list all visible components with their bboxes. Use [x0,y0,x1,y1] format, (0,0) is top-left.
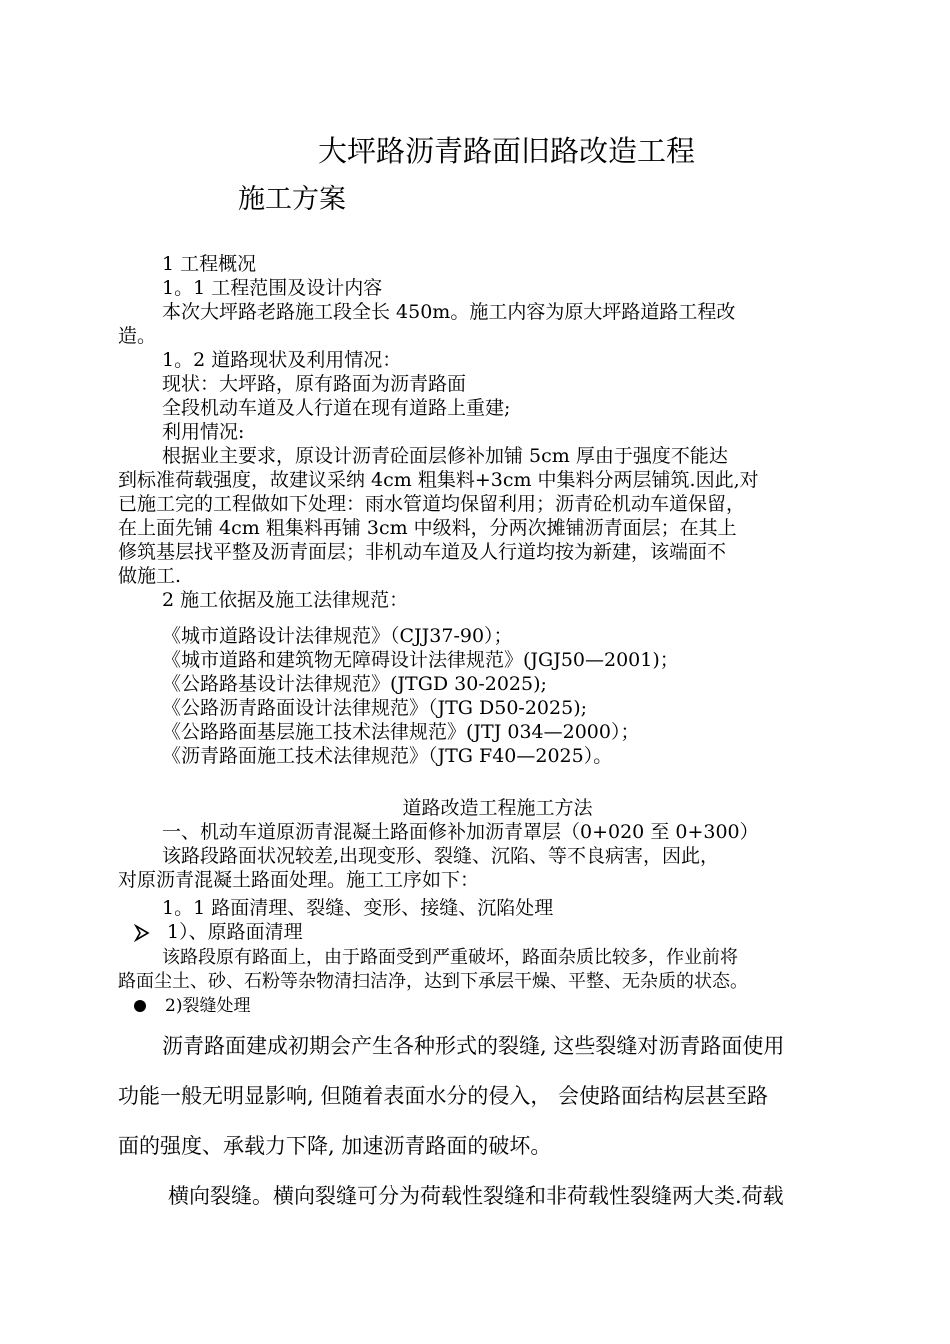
heading-2: 2 施工依据及施工法律规范： [162,589,409,611]
reference-item: 《城市道路和建筑物无障碍设计法律规范》(JGJ50—2001)； [162,649,679,671]
arrow-bullet-icon [133,924,151,942]
document-subtitle: 施工方案 [238,184,346,215]
subsection-heading: 一、机动车道原沥青混凝土路面修补加沥青罩层（0+020 至 0+300） [162,821,759,843]
heading-1: 1 工程概况 [162,253,257,275]
paragraph-line: 修筑基层找平整及沥青面层；非机动车道及人行道均按为新建，该端面不 [118,541,727,563]
paragraph-line: 到标准荷载强度，故建议采纳 4cm 粗集料+3cm 中集料分两层铺筑.因此,对 [118,469,759,491]
paragraph-line: 已施工完的工程做如下处理：雨水管道均保留利用；沥青砼机动车道保留， [118,493,746,515]
paragraph-line: 利用情况: [162,421,245,443]
paragraph-line: 该路段原有路面上，由于路面受到严重破坏，路面杂质比较多，作业前将 [162,947,738,968]
paragraph-line: 面的强度、承载力下降, 加速沥青路面的破坏。 [118,1134,552,1158]
reference-item: 《城市道路设计法律规范》（CJJ37-90）； [162,625,513,647]
paragraph-line: 功能一般无明显影响, 但随着表面水分的侵入， 会使路面结构层甚至路 [118,1084,769,1108]
paragraph-line: 该路段路面状况较差,出现变形、裂缝、沉陷、等不良病害，因此， [162,845,720,867]
reference-item: 《沥青路面施工技术法律规范》（JTG F40—2025）。 [162,745,613,767]
paragraph-line: 现状：大坪路，原有路面为沥青路面 [162,373,467,395]
document-title: 大坪路沥青路面旧路改造工程 [318,134,696,168]
paragraph-line: 根据业主要求，原设计沥青砼面层修补加铺 5cm 厚由于强度不能达 [162,445,728,467]
section-heading: 道路改造工程施工方法 [402,797,593,819]
reference-item: 《公路沥青路面设计法律规范》（JTG D50-2025); [162,697,588,719]
heading-1-1: 1。1 工程范围及设计内容 [162,277,383,299]
paragraph-line: 横向裂缝。横向裂缝可分为荷载性裂缝和非荷载性裂缝两大类.荷载 [168,1184,784,1208]
paragraph-line: 对原沥青混凝土路面处理。施工工序如下： [118,869,480,891]
dot-bullet-icon [134,1000,146,1012]
paragraph-line: 在上面先铺 4cm 粗集料再铺 3cm 中级料，分两次摊铺沥青面层；在其上 [118,517,737,539]
paragraph-line: 造。 [118,325,157,347]
paragraph-line: 做施工. [118,565,182,587]
procedure-heading: 1。1 路面清理、裂缝、变形、接缝、沉陷处理 [162,897,554,919]
paragraph-line: 本次大坪路老路施工段全长 450m。施工内容为原大坪路道路工程改 [162,301,736,323]
list-item-heading: 2)裂缝处理 [165,996,251,1016]
heading-1-2: 1。2 道路现状及利用情况： [162,349,402,371]
paragraph-line: 全段机动车道及人行道在现有道路上重建; [162,397,511,419]
reference-item: 《公路路面基层施工技术法律规范》(JTJ 034—2000）； [162,721,640,743]
paragraph-line: 沥青路面建成初期会产生各种形式的裂缝, 这些裂缝对沥青路面使用 [162,1034,785,1058]
paragraph-line: 路面尘土、砂、石粉等杂物清扫洁净，达到下承层干燥、平整、无杂质的状态。 [118,971,748,992]
reference-item: 《公路路基设计法律规范》(JTGD 30-2025); [162,673,547,695]
list-item-heading: 1）、原路面清理 [167,921,303,943]
